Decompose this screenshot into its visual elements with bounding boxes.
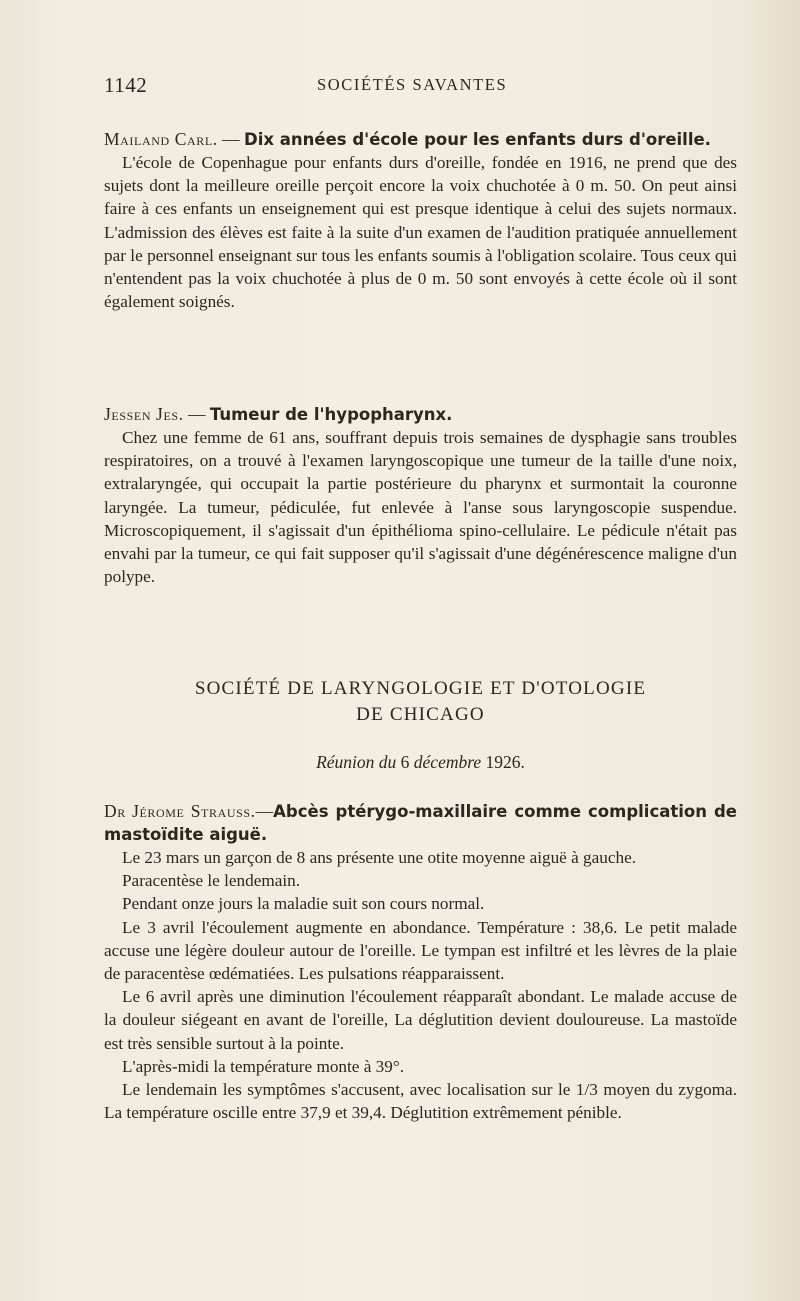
heading-separator: — [183,404,210,424]
article-paragraph: Pendant onze jours la maladie suit son cours normal. [122,894,485,914]
article-heading [104,800,737,846]
article-strauss [104,800,737,1124]
article-title: Tumeur de l'hypopharynx. [209,405,453,424]
article-paragraph: L'école de Copenhague pour enfants durs d'oreille, fondée en 1916, ne prend que des sujets dont la meilleure oreille perçoit encore la voix chuchotée à 0 m. 50. On peut ainsi faire à ces enfants un enseignement qui est presque identique à celui des sujets normaux. L'admission des élèves est faite à la suite d'un examen de l'audition pratiquée annuellement par le personnel enseignant sur tous les enfants soumis à l'obligation scolaire. Tous ceux qui n'entendent pas la voix chuchotée à plus de 0 m. 50 sont envoyés à cette école où il sont également soignés. [104,153,737,312]
article-paragraph: Le 3 avril l'écoulement augmente en abondance. Température : 38,6. Le petit malade accuse une légère douleur autour de l'oreille. Le tympan est infiltré et les lèvres de la plaie de paracentèse œdématiées. Les pulsations réapparaissent. [104,917,737,984]
society-title [104,676,737,728]
article-title: Abcès ptérygo-maxillaire comme complication de mastoïdite aiguë. [104,802,738,844]
society-title-line1: SOCIÉTÉ DE LARYNGOLOGIE ET D'OTOLOGIE [194,678,647,699]
article-paragraph: Le 6 avril après une diminution l'écoulement réapparaît abondant. Le malade accuse de la douleur siégeant en avant de l'oreille, La déglutition devient douloureuse. La mastoïde est très sensible surtout à la pointe. [104,987,737,1053]
article-author: Mailand Carl. [104,129,218,149]
article-paragraph: Le lendemain les symptômes s'accusent, avec localisation sur le 1/3 moyen du zygoma. La température oscille entre 37,9 et 39,4. Déglutition extrêmement pénible. [104,1080,737,1123]
meeting-date [104,752,737,773]
heading-separator: — [217,129,245,149]
article-heading [104,128,737,151]
society-title-line2: DE CHICAGO [356,704,485,725]
article-paragraph: Le 23 mars un garçon de 8 ans présente une otite moyenne aiguë à gauche. [122,848,636,867]
article-paragraph: Chez une femme de 61 ans, souffrant depuis trois semaines de dysphagie sans troubles respiratoires, on a trouvé à l'examen laryngoscopique une tumeur de la taille d'une noix, extralaryngée, qui occupait la partie postérieure du pharynx et surmontait la couronne laryngée. La tumeur, pédiculée, fut enlevée à l'anse sous laryngoscopie suspendue. Microscopiquement, il s'agissait d'un épithélioma spino-cellulaire. Le pédicule n'était pas envahi par la tumeur, ce qui fait supposer qu'il s'agissait d'une dégénérescence maligne d'un polype. [104,428,737,587]
article-paragraph: Paracentèse le lendemain. [122,871,300,891]
heading-separator: — [255,801,274,821]
running-head: SOCIÉTÉS SAVANTES [317,75,508,94]
meeting-prefix: Réunion du [316,752,397,772]
article-paragraph: L'après-midi la température monte à 39°. [122,1056,404,1076]
article-mailand [104,128,737,313]
article-author: Jessen Jes. [104,404,184,424]
article-author: Dr Jérome Strauss. [104,801,256,821]
meeting-day: 6 [400,752,410,772]
article-title: Dix années d'école pour les enfants durs d'oreille. [244,130,711,149]
article-jessen [104,403,737,588]
article-heading [104,403,737,426]
meeting-year: 1926. [485,752,525,772]
page-number: 1142 [104,73,148,97]
meeting-month: décembre [413,752,482,772]
